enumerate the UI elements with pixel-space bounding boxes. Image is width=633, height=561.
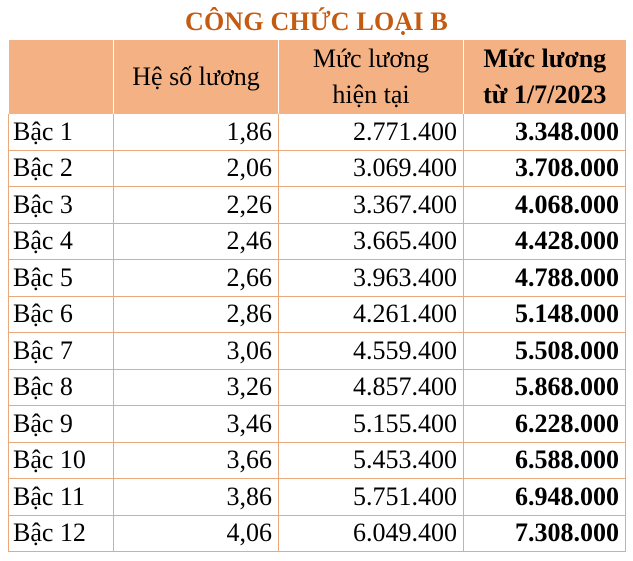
cell-current-salary: 4.857.400: [279, 369, 464, 406]
cell-coefficient: 4,06: [114, 515, 279, 552]
header-new-salary-line2: từ 1/7/2023: [483, 80, 607, 109]
cell-new-salary: 6.228.000: [464, 406, 626, 443]
cell-coefficient: 2,26: [114, 187, 279, 224]
cell-current-salary: 5.751.400: [279, 479, 464, 516]
cell-coefficient: 3,46: [114, 406, 279, 443]
cell-grade: Bậc 10: [9, 442, 114, 479]
cell-grade: Bậc 6: [9, 296, 114, 333]
cell-coefficient: 3,26: [114, 369, 279, 406]
cell-grade: Bậc 11: [9, 479, 114, 516]
cell-coefficient: 2,66: [114, 260, 279, 297]
cell-grade: Bậc 3: [9, 187, 114, 224]
cell-new-salary: 3.348.000: [464, 114, 626, 150]
cell-coefficient: 3,86: [114, 479, 279, 516]
cell-new-salary: 7.308.000: [464, 515, 626, 552]
cell-grade: Bậc 5: [9, 260, 114, 297]
table-header-row: [9, 40, 626, 114]
cell-current-salary: 3.069.400: [279, 150, 464, 187]
header-coefficient: [114, 40, 279, 114]
table-row: [9, 369, 626, 406]
cell-current-salary: 6.049.400: [279, 515, 464, 552]
header-current-salary-line1: Mức lương: [312, 44, 430, 73]
header-grade: [9, 40, 114, 114]
cell-grade: Bậc 12: [9, 515, 114, 552]
cell-new-salary: 4.068.000: [464, 187, 626, 224]
salary-table: [8, 40, 626, 552]
table-row: [9, 260, 626, 297]
table-row: [9, 333, 626, 370]
cell-current-salary: 2.771.400: [279, 114, 464, 150]
table-row: [9, 442, 626, 479]
table-row: [9, 515, 626, 552]
cell-grade: Bậc 9: [9, 406, 114, 443]
cell-coefficient: 2,46: [114, 223, 279, 260]
table-row: [9, 187, 626, 224]
cell-new-salary: 6.948.000: [464, 479, 626, 516]
cell-grade: Bậc 7: [9, 333, 114, 370]
table-row: [9, 479, 626, 516]
table-row: [9, 150, 626, 187]
cell-new-salary: 6.588.000: [464, 442, 626, 479]
header-coefficient-label: Hệ số lương: [132, 62, 260, 91]
header-new-salary: [464, 40, 626, 114]
cell-new-salary: 5.148.000: [464, 296, 626, 333]
header-current-salary: [279, 40, 464, 114]
cell-grade: Bậc 2: [9, 150, 114, 187]
table-row: [9, 223, 626, 260]
cell-new-salary: 5.868.000: [464, 369, 626, 406]
cell-coefficient: 2,06: [114, 150, 279, 187]
cell-new-salary: 3.708.000: [464, 150, 626, 187]
cell-current-salary: 3.367.400: [279, 187, 464, 224]
header-new-salary-line1: Mức lương: [483, 44, 607, 73]
table-row: [9, 296, 626, 333]
cell-new-salary: 5.508.000: [464, 333, 626, 370]
table-row: [9, 406, 626, 443]
cell-current-salary: 5.453.400: [279, 442, 464, 479]
cell-grade: Bậc 1: [9, 114, 114, 150]
cell-current-salary: 4.559.400: [279, 333, 464, 370]
header-current-salary-line2: hiện tại: [332, 80, 410, 109]
page-title: CÔNG CHỨC LOẠI B: [185, 7, 448, 36]
cell-new-salary: 4.788.000: [464, 260, 626, 297]
cell-new-salary: 4.428.000: [464, 223, 626, 260]
table-row: [9, 114, 626, 150]
cell-coefficient: 1,86: [114, 114, 279, 150]
cell-current-salary: 4.261.400: [279, 296, 464, 333]
cell-grade: Bậc 4: [9, 223, 114, 260]
cell-coefficient: 3,06: [114, 333, 279, 370]
cell-current-salary: 3.665.400: [279, 223, 464, 260]
table-body: [9, 114, 626, 552]
cell-coefficient: 3,66: [114, 442, 279, 479]
cell-grade: Bậc 8: [9, 369, 114, 406]
cell-coefficient: 2,86: [114, 296, 279, 333]
cell-current-salary: 5.155.400: [279, 406, 464, 443]
cell-current-salary: 3.963.400: [279, 260, 464, 297]
